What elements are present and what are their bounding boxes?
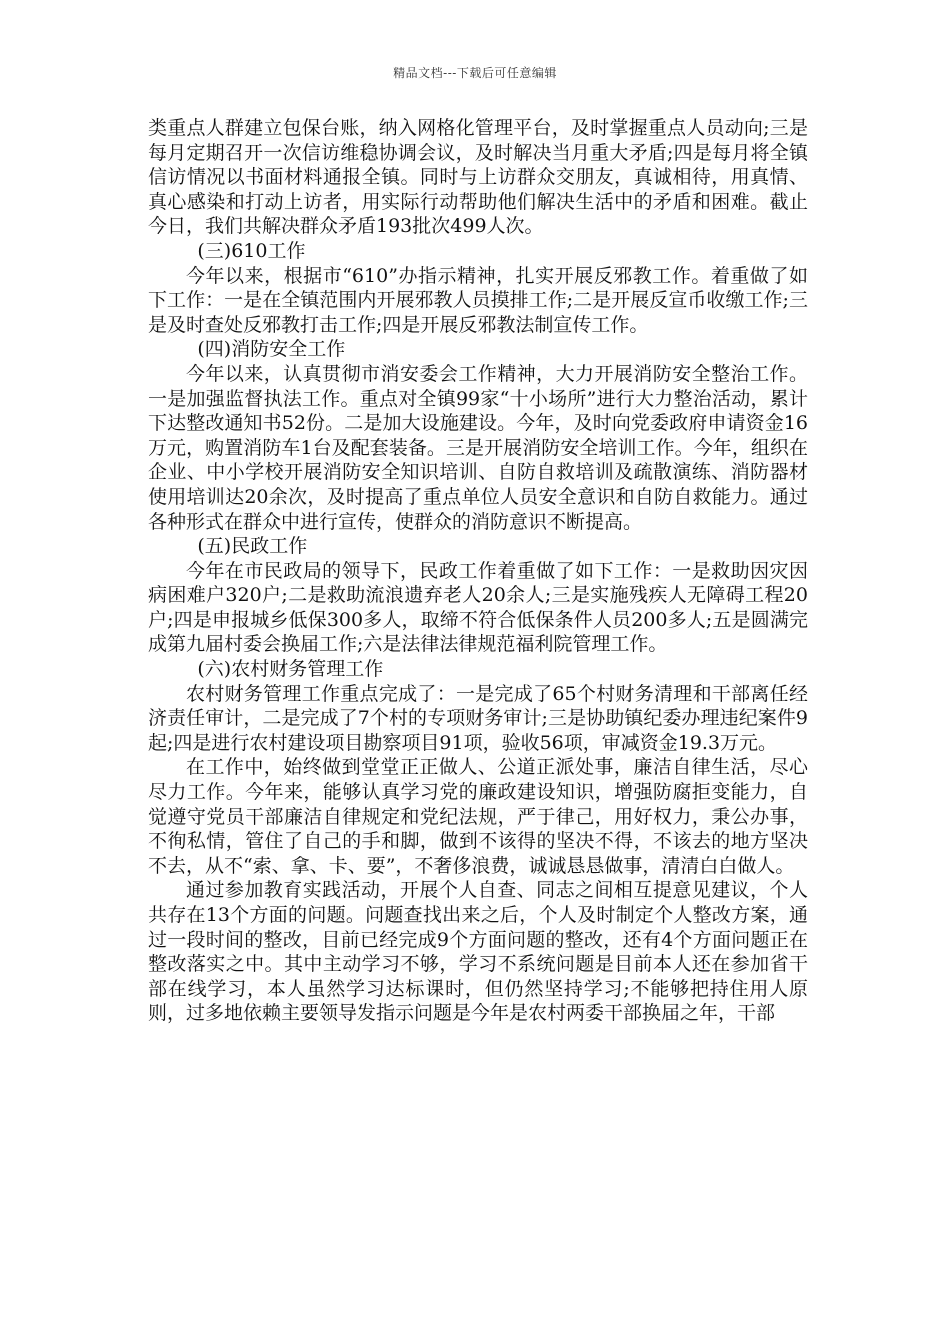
paragraph-civil-affairs: 今年在市民政局的领导下，民政工作着重做了如下工作：一是救助因灾因病困难户320户;二是救助流浪遗弃老人20余人;三是实施残疾人无障碍工程20户;四是申报城乡低保300多人，取缔不符合低保条件人员200多人;五是圆满完成第九届村委会换届工作;六是法律法律规范福利院管理工作。 (148, 559, 808, 656)
section-heading-rural-finance: (六)农村财务管理工作 (197, 658, 384, 681)
section-heading-610: (三)610工作 (197, 239, 306, 262)
paragraph-610-work: 今年以来，根据市“610”办指示精神，扎实开展反邪教工作。着重做了如下工作：一是在全镇范围内开展邪教人员摸排工作;二是开展反宣币收缴工作;三是及时查处反邪教打击工作;四是开展反邪教法制宣传工作。 (148, 264, 808, 336)
paragraph-fire-safety: 今年以来，认真贯彻市消安委会工作精神，大力开展消防安全整治工作。一是加强监督执法工作。重点对全镇99家“十小场所”进行大力整治活动，累计下达整改通知书52份。二是加大设施建设。今年，及时向党委政府申请资金16万元，购置消防车1台及配套装备。三是开展消防安全培训工作。今年，组织在企业、中小学校开展消防安全知识培训、自防自救培训及疏散演练、消防器材使用培训达20余次，及时提高了重点单位人员安全意识和自防自救能力。通过各种形式在群众中进行宣传，使群众的消防意识不断提高。 (148, 362, 808, 533)
paragraph-rural-finance: 农村财务管理工作重点完成了：一是完成了65个村财务清理和干部离任经济责任审计，二是完成了7个村的专项财务审计;三是协助镇纪委办理违纪案件9起;四是进行农村建设项目勘察项目91项，验收56项，审减资金19.3万元。 (148, 682, 808, 754)
paragraph-self-inspection: 通过参加教育实践活动，开展个人自查、同志之间相互提意见建议，个人共存在13个方面的问题。问题查找出来之后，个人及时制定个人整改方案，通过一段时间的整改，目前已经完成9个方面问题的整改，还有4个方面问题正在整改落实之中。其中主动学习不够，学习不系统问题是目前本人还在参加省干部在线学习，本人虽然学习达标课时，但仍然坚持学习;不能够把持住用人原则，过多地依赖主要领导发指示问题是今年是农村两委干部换届之年，干部 (148, 879, 808, 1025)
document-body (148, 116, 808, 1026)
section-heading-civil-affairs: (五)民政工作 (197, 535, 308, 558)
paragraph-continuation: 类重点人群建立包保台账，纳入网格化管理平台，及时掌握重点人员动向;三是每月定期召开一次信访维稳协调会议，及时解决当月重大矛盾;四是每月将全镇信访情况以书面材料通报全镇。同时与上访群众交朋友，真诚相待，用真情、真心感染和打动上访者，用实际行动帮助他们解决生活中的矛盾和困难。截止今日，我们共解决群众矛盾193批次499人次。 (148, 117, 808, 238)
page-header: 精品文档---下载后可任意编辑 (393, 66, 557, 80)
paragraph-integrity: 在工作中，始终做到堂堂正正做人、公道正派处事，廉洁自律生活，尽心尽力工作。今年来，能够认真学习党的廉政建设知识，增强防腐拒变能力，自觉遵守党员干部廉洁自律规定和党纪法规，严于律己，用好权力，秉公办事，不徇私情，管住了自己的手和脚，做到不该得的坚决不得，不该去的地方坚决不去，从不“索、拿、卡、要”，不奢侈浪费，诚诚恳恳做事，清清白白做人。 (148, 756, 808, 877)
section-heading-fire-safety: (四)消防安全工作 (197, 338, 346, 361)
